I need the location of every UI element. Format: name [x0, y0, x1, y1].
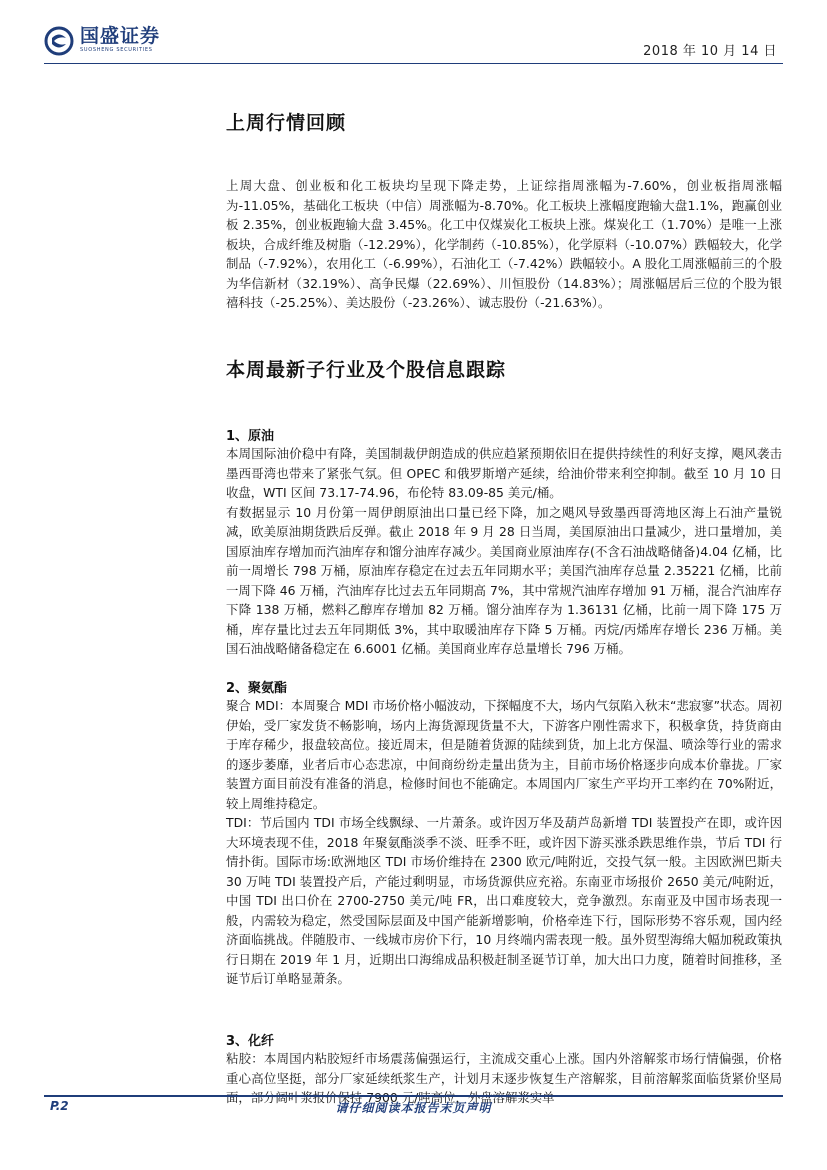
- header-divider: [44, 63, 783, 64]
- page-number: P.2: [50, 1099, 69, 1113]
- tdi-paragraph: TDI：节后国内 TDI 市场全线飘绿、一片萧条。或许因万华及葫芦岛新增 TDI 装置投产在即，或许因大环境表现不佳，2018 年聚氨酯淡季不淡、旺季不旺，或许因下游买涨杀跌思维作祟，节后 TDI 行情扑街。国际市场:欧洲地区 TDI 市场价维持在 2300 欧元/吨附近，交投气氛一般。主因欧洲巴斯夫 30 万吨 TDI 装置投产后，产能过剩明显，市场货源供应充裕。东南亚市场报价 2650 美元/吨附近，中国 TDI 出口价在 2700-2750 美元/吨 FR，出口难度较大，竞争激烈。东南亚及中国市场表现一般，内需较为稳定，然受国际层面及中国产能新增影响，价格牵连下行，国际形势不容乐观，国内经济面临挑战。伴随股市、一线城市房价下行，10 月终端内需表现一般。虽外贸型海绵大幅加税政策执行日期在 2019 年 1 月，近期出口海绵成品积极赶制圣诞节订单，加大出口力度，随着时间推移，圣诞节后订单略显萧条。: [226, 815, 782, 986]
- section-title-tracking: 本周最新子行业及个股信息跟踪: [226, 359, 507, 381]
- report-date: 2018 年 10 月 14 日: [643, 44, 777, 59]
- subsection-heading-chemical-fiber: 3、化纤: [226, 1034, 275, 1049]
- crude-oil-paragraph: 有数据显示 10 月份第一周伊朗原油出口量已经下降，加之飓风导致墨西哥湾地区海上石油产量锐减，欧美原油期货跌后反弹。截止 2018 年 9 月 28 日当周，美国原油出口量减少，进口量增加，美国原油库存增加而汽油库存和馏分油库存减少。美国商业原油库存(不含石油战略储备)4.04 亿桶，比前一周增长 798 万桶，原油库存稳定在过去五年同期水平；美国汽油库存总量 2.35221 亿桶，比前一周下降 46 万桶，汽油库存比过去五年同期高 7%，其中常规汽油库存增加 91 万桶，混合汽油库存下降 138 万桶，燃料乙醇库存增加 82 万桶。馏分油库存为 1.36131 亿桶，比前一周下降 175 万桶，库存量比过去五年同期低 3%，其中取暖油库存下降 5 万桶。丙烷/丙烯库存增长 236 万桶。美国石油战略储备稳定在 6.6001 亿桶。美国商业库存总量增长 796 万桶。: [226, 504, 782, 656]
- disclaimer-note: 请仔细阅读本报告末页声明: [335, 1101, 492, 1115]
- logo-icon: [44, 26, 74, 56]
- brand-name-cn: 国盛证券: [80, 25, 161, 47]
- review-paragraph: 上周大盘、创业板和化工板块均呈现下降走势，上证综指周涨幅为-7.60%，创业板指周涨幅为-11.05%，基础化工板块（中信）周涨幅为-8.70%。化工板块上涨幅度跑输大盘1.1%，跑赢创业板 2.35%，创业板跑输大盘 3.45%。化工中仅煤炭化工板块上涨。煤炭化工（1.70%）是唯一上涨板块，合成纤维及树脂（-12.29%），化学制药（-10.85%），化学原料（-10.07%）跌幅较大，化学制品（-7.92%），农用化工（-6.99%），石油化工（-7.42%）跌幅较小。A 股化工周涨幅前三的个股为华信新材（32.19%）、高争民爆（22.69%）、川恒股份（14.83%）；周涨幅居后三位的个股为银禧科技（-25.25%）、美达股份（-23.26%）、诚志股份（-21.63%）。: [226, 178, 782, 310]
- footer-divider: [44, 1095, 783, 1097]
- subsection-heading-crude-oil: 1、原油: [226, 429, 275, 444]
- brand-logo: [44, 26, 160, 60]
- page-header: [0, 0, 827, 70]
- crude-oil-body: [226, 444, 782, 659]
- section-title-review: 上周行情回顾: [226, 112, 347, 134]
- polyurethane-body: [226, 696, 782, 989]
- viscose-paragraph: 粘胶：本周国内粘胶短纤市场震荡偏强运行，主流成交重心上涨。国内外溶解浆市场行情偏强，价格重心高位坚挺，部分厂家延续纸浆生产，计划月末逐步恢复生产溶解浆，目前溶解浆面临货紧价坚局面，部分阔叶浆报价保持 7900 元/吨高位，外盘溶解浆实单: [226, 1051, 782, 1105]
- subsection-heading-polyurethane: 2、聚氨酯: [226, 681, 288, 696]
- brand-name-en: SUOSHENG SECURITIES: [80, 47, 153, 53]
- crude-oil-paragraph: 本周国际油价稳中有降，美国制裁伊朗造成的供应趋紧预期依旧在提供持续性的利好支撑，飓风袭击墨西哥湾也带来了紧张气氛。但 OPEC 和俄罗斯增产延续，给油价带来利空抑制。截至 10 月 10 日收盘，WTI 区间 73.17-74.96，布伦特 83.09-85 美元/桶。: [226, 446, 782, 500]
- mdi-paragraph: 聚合 MDI：本周聚合 MDI 市场价格小幅波动，下探幅度不大，场内气氛陷入秋末“悲寂寥”状态。周初伊始，受厂家发货不畅影响，场内上海货源现货量不大，下游客户刚性需求下，积极拿货，持货商由于库存稀少，报盘较高位。接近周末，但是随着货源的陆续到货，加上北方保温、喷涂等行业的需求的逐步萎靡，业者后市心态悲凉，中间商纷纷走量出货为主，目前市场价格逐步向成本价靠拢。厂家装置方面目前没有准备的消息，检修时间也不能确定。本周国内厂家生产平均开工率约在 70%附近，较上周维持稳定。: [226, 698, 782, 811]
